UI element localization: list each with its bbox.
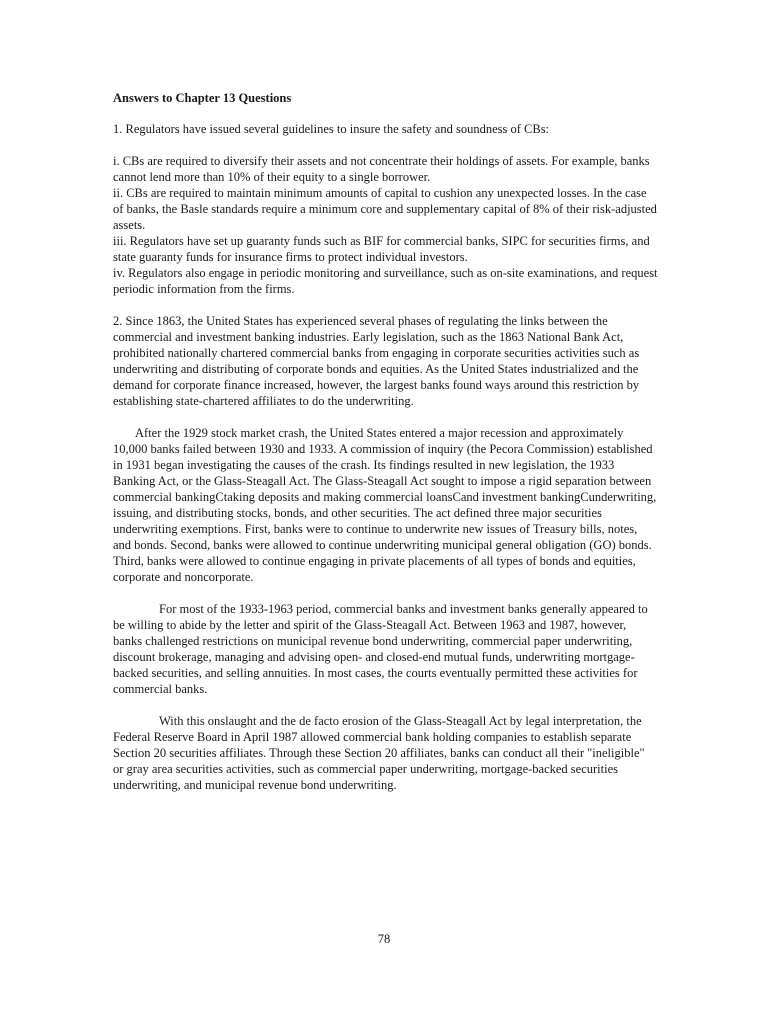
paragraph: With this onslaught and the de facto erosion of the Glass-Steagall Act by legal interpretation, the Federal Reserve Board in April 1987 allowed commercial bank holding companies to establish separate Section 20 securities affiliates. Through these Section 20 affiliates, banks can conduct all their "ineligible" or gray area securities activities, such as commercial paper underwriting, mortgage-backed securities underwriting, and municipal revenue bond underwriting. (113, 714, 645, 792)
question-2-paragraph-4 (113, 713, 658, 793)
question-2-paragraph-2 (113, 425, 658, 585)
paragraph: After the 1929 stock market crash, the United States entered a major recession and approximately 10,000 banks failed between 1930 and 1933. A commission of inquiry (the Pecora Commission) established in 1931 began investigating the causes of the crash. Its findings resulted in new legislation, the 1933 Banking Act, or the Glass-Steagall Act. The Glass-Steagall Act sought to impose a rigid separation between commercial bankingCtaking deposits and making commercial loansCand investment bankingCunderwriting, issuing, and distributing stocks, bonds, and other securities. The act defined three major securities underwriting exemptions. First, banks were to continue to underwrite new issues of Treasury bills, notes, and bonds. Second, banks were allowed to continue underwriting municipal general obligation (GO) bonds. Third, banks were allowed to continue engaging in private placements of all types of bonds and equities, corporate and noncorporate. (113, 426, 657, 584)
question-1-list (113, 153, 658, 297)
page-title: Answers to Chapter 13 Questions (113, 91, 292, 105)
paragraph: For most of the 1933-1963 period, commercial banks and investment banks generally appeared to be willing to abide by the letter and spirit of the Glass-Steagall Act. Between 1963 and 1987, however, banks challenged restrictions on municipal revenue bond underwriting, commercial paper underwriting, discount brokerage, managing and advising open- and closed-end mutual funds, underwriting mortgage-backed securities, and selling annuities. In most cases, the courts eventually permitted these activities for commercial banks. (113, 602, 648, 696)
question-1-intro (113, 121, 658, 137)
page-number: 78 (377, 932, 391, 946)
question-2-paragraph-1 (113, 313, 658, 409)
paragraph: 2. Since 1863, the United States has experienced several phases of regulating the links between the commercial and investment banking industries. Early legislation, such as the 1863 National Bank Act, prohibited nationally chartered commercial banks from engaging in corporate securities activities such as underwriting and distributing of corporate bonds and equities. As the United States industrialized and the demand for corporate finance increased, however, the largest banks found ways around this restriction by establishing state-chartered affiliates to do the underwriting. (113, 314, 640, 408)
list-item: i. CBs are required to diversify their assets and not concentrate their holdings of assets. For example, banks cannot lend more than 10% of their equity to a single borrower. (113, 154, 650, 184)
question-2-paragraph-3 (113, 601, 658, 697)
paragraph: 1. Regulators have issued several guidelines to insure the safety and soundness of CBs: (113, 122, 550, 136)
list-item: iv. Regulators also engage in periodic monitoring and surveillance, such as on-site examinations, and request periodic information from the firms. (113, 266, 658, 296)
list-item: ii. CBs are required to maintain minimum amounts of capital to cushion any unexpected losses. In the case of banks, the Basle standards require a minimum core and supplementary capital of 8% of their risk-adjusted assets. (113, 186, 657, 232)
document-body (113, 90, 658, 809)
list-item: iii. Regulators have set up guaranty funds such as BIF for commercial banks, SIPC for securities firms, and state guaranty funds for insurance firms to protect individual investors. (113, 234, 650, 264)
